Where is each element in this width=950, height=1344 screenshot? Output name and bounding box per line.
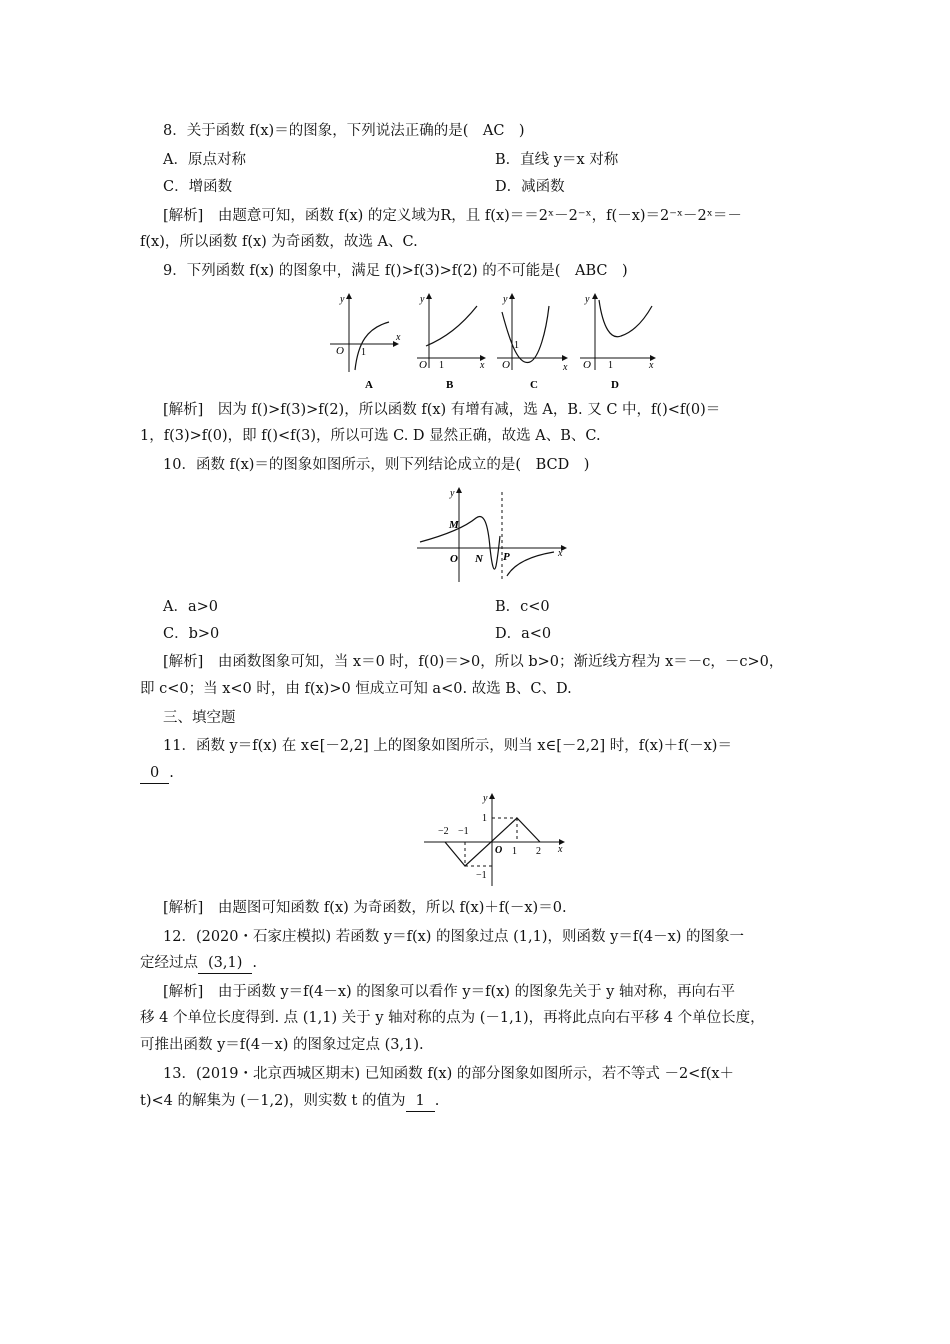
q10-option-a: A．a>0 [163, 599, 218, 615]
q10-point-p: P [503, 551, 510, 563]
graph-b-x-label: x [480, 360, 485, 371]
q8-analysis-line2: f(x)，所以函数 f(x) 为奇函数，故选 A、C. [140, 234, 418, 250]
q9-analysis-line2: 1，f(3)>f(0)，即 f()<f(3)，所以可选 C. D 显然正确，故选 A、B、C. [140, 428, 601, 444]
graph-d-y-label: y [585, 294, 590, 305]
q11-graph [420, 790, 570, 890]
q11-tick-p1: 1 [512, 846, 517, 857]
q13-answer: 1 [406, 1091, 435, 1112]
q8-stem: 8．关于函数 f(x)＝的图象，下列说法正确的是( AC ) [163, 123, 525, 139]
q10-option-d: D．a<0 [495, 626, 552, 642]
q13-stem-line2: t)<4 的解集为 (－1,2)，则实数 t 的值为 1 . [140, 1091, 439, 1112]
graph-c-label: C [530, 379, 538, 391]
q10-graph [412, 484, 572, 586]
q12-analysis-line3: 可推出函数 y＝f(4－x) 的图象过定点 (3,1). [140, 1037, 424, 1053]
graph-c-origin: O [502, 359, 510, 371]
graph-c-tick: 1 [514, 340, 519, 351]
q8-option-a: A．原点对称 [163, 152, 246, 168]
graph-a-label: A [365, 379, 373, 391]
section-title: 三、填空题 [163, 710, 236, 726]
q12-stem-line1: 12．(2020・石家庄模拟) 若函数 y＝f(x) 的图象过点 (1,1)，则函数 y＝f(4－x) 的图象一 [163, 929, 745, 945]
q11-tick-p2: 2 [536, 846, 541, 857]
graph-b-tick: 1 [439, 360, 444, 371]
q11-tick-y1: 1 [482, 813, 487, 824]
graph-b [417, 294, 485, 391]
graph-a-tick: 1 [361, 347, 366, 358]
q10-option-c: C．b>0 [163, 626, 220, 642]
graph-c [497, 294, 568, 391]
q10-point-n: N [475, 553, 483, 565]
q9-stem: 9．下列函数 f(x) 的图象中，满足 f()>f(3)>f(2) 的不可能是( ABC ) [163, 263, 628, 279]
q10-analysis-line1: [解析] 由函数图象可知，当 x＝0 时，f(0)＝>0，所以 b>0；渐近线方程为 x＝－c，－c>0， [163, 654, 784, 670]
graph-c-x-label: x [563, 362, 568, 373]
q12-stem-prefix: 定经过点 [140, 955, 198, 971]
q11-answer-line: 0 . [140, 763, 174, 784]
q13-stem-line1: 13．(2019・北京西城区期末) 已知函数 f(x) 的部分图象如图所示，若不等式 －2<f(x＋ [163, 1066, 735, 1082]
graph-a-x-label: x [396, 332, 401, 343]
q12-stem-line2: 定经过点 (3,1) . [140, 953, 257, 974]
graph-b-y-label: y [420, 294, 425, 305]
q11-tick-m1: −1 [458, 826, 469, 837]
graph-d-x-label: x [649, 360, 654, 371]
q8-option-b: B．直线 y＝x 对称 [495, 152, 619, 168]
q11-answer: 0 [140, 763, 169, 784]
q10-y-label: y [450, 488, 455, 499]
q9-graphs-figure [325, 288, 660, 394]
q11-y-label: y [483, 793, 488, 804]
q11-tick-ym1: −1 [476, 870, 487, 881]
q12-analysis-line1: [解析] 由于函数 y＝f(4－x) 的图象可以看作 y＝f(x) 的图象先关于 y 轴对称，再向右平 [163, 984, 735, 1000]
q10-analysis-line2: 即 c<0；当 x<0 时，由 f(x)>0 恒成立可知 a<0. 故选 B、C、D. [140, 681, 572, 697]
graph-c-y-label: y [503, 294, 508, 305]
graph-a-origin: O [336, 345, 344, 357]
q11-origin: O [495, 845, 503, 856]
q8-analysis-line1: [解析] 由题意可知，函数 f(x) 的定义域为R，且 f(x)＝＝2ˣ－2⁻ˣ，f(－x)＝2⁻ˣ－2ˣ＝－ [163, 208, 742, 224]
graph-b-label: B [446, 379, 454, 391]
q9-analysis-line1: [解析] 因为 f()>f(3)>f(2)，所以函数 f(x) 有增有减，选 A，B. 又 C 中，f()<f(0)＝ [163, 402, 721, 418]
q12-analysis-line2: 移 4 个单位长度得到. 点 (1,1) 关于 y 轴对称的点为 (－1,1)，再将此点向右平移 4 个单位长度， [140, 1010, 765, 1026]
q13-stem-prefix: t)<4 的解集为 (－1,2)，则实数 t 的值为 [140, 1093, 406, 1109]
graph-d [580, 294, 655, 391]
graph-d-tick: 1 [608, 360, 613, 371]
q10-point-m: M [449, 519, 459, 531]
q10-x-label: x [558, 548, 563, 559]
q10-option-b: B．c<0 [495, 599, 550, 615]
q10-stem: 10．函数 f(x)＝的图象如图所示，则下列结论成立的是( BCD ) [163, 457, 590, 473]
graph-b-origin: O [419, 359, 427, 371]
graph-d-label: D [611, 379, 619, 391]
q11-analysis: [解析] 由题图可知函数 f(x) 为奇函数，所以 f(x)＋f(－x)＝0. [163, 900, 567, 916]
q12-answer: (3,1) [198, 953, 252, 974]
graph-a-y-label: y [340, 294, 345, 305]
q11-x-label: x [558, 844, 563, 855]
q11-stem: 11．函数 y＝f(x) 在 x∈[－2,2] 上的图象如图所示，则当 x∈[－2,2] 时，f(x)＋f(－x)＝ [163, 738, 732, 754]
graph-d-origin: O [583, 359, 591, 371]
q11-tick-m2: −2 [438, 826, 449, 837]
q8-option-c: C．增函数 [163, 179, 233, 195]
graph-a [330, 294, 401, 391]
q8-option-d: D．减函数 [495, 179, 565, 195]
q10-origin: O [450, 553, 458, 565]
